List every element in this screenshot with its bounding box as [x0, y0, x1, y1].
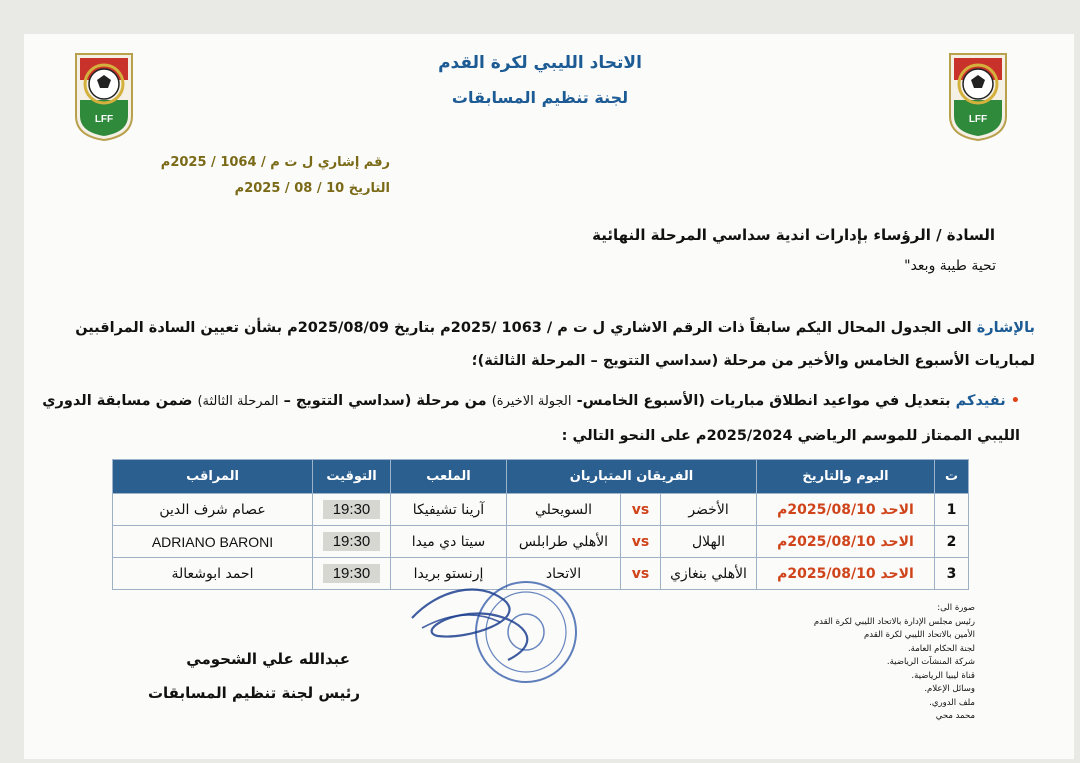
- signatory-title: رئيس لجنة تنظيم المسابقات: [147, 684, 360, 702]
- official-stamp: [408, 570, 588, 690]
- para2-b: الجولة الاخيرة): [491, 394, 572, 409]
- paragraph-reference: [40, 312, 1035, 378]
- row-time: [313, 494, 391, 526]
- row-vs: vs: [621, 494, 661, 526]
- row-time-value: 19:30: [323, 500, 381, 519]
- cc-item: قناة ليبيا الرياضية.: [911, 670, 975, 681]
- header-teams: الفريقان المتباريان: [507, 460, 757, 494]
- header-num: ت: [935, 460, 969, 494]
- row-home-team: الهلال: [661, 526, 757, 558]
- row-vs: vs: [621, 526, 661, 558]
- para2-c: من مرحلة (سداسي التتويج –: [283, 393, 487, 409]
- committee-title: لجنة تنظيم المسابقات: [451, 88, 629, 107]
- row-date: الاحد 2025/08/10م: [757, 494, 935, 526]
- addressee: السادة / الرؤساء بإدارات اندية سداسي المرحلة النهائية: [592, 226, 995, 244]
- row-vs: vs: [621, 558, 661, 590]
- lff-logo-left: [72, 50, 136, 142]
- header-time: التوقيت: [313, 460, 391, 494]
- row-date: الاحد 2025/08/10م: [757, 558, 935, 590]
- row-stadium: إرنستو بريدا: [391, 558, 507, 590]
- para1-text: الى الجدول المحال اليكم سابقاً ذات الرقم الاشاري ل ت م / 1063 /2025م بتاريخ 2025/08/09م بشأن تعيين السادة المراقبين لمباريات الأسبوع الخامس والأخير من مرحلة (سداسي التتويج – المرحلة الثالثة)؛: [75, 320, 1035, 369]
- cc-item: لجنة الحكام العامة.: [907, 643, 975, 654]
- reference-number: رقم إشاري ل ت م / 1064 / 2025م: [160, 155, 390, 170]
- org-title: الاتحاد الليبي لكرة القدم: [438, 53, 642, 73]
- cc-item: وسائل الإعلام.: [924, 684, 975, 694]
- row-home-team: الأخضر: [661, 494, 757, 526]
- row-stadium: سيتا دي ميدا: [391, 526, 507, 558]
- row-away-team: السويحلي: [507, 494, 621, 526]
- row-time: [313, 558, 391, 590]
- cc-item: الأمين بالاتحاد الليبي لكرة القدم: [863, 630, 975, 640]
- row-away-team: الاتحاد: [507, 558, 621, 590]
- header-observer: المراقب: [113, 460, 313, 494]
- para2-lead: نفيدكم: [955, 393, 1006, 409]
- cc-item: شركة المنشآت الرياضية.: [886, 657, 975, 667]
- row-num: 1: [935, 494, 969, 526]
- row-stadium: آرينا تشيفيكا: [391, 494, 507, 526]
- row-time-value: 19:30: [323, 532, 381, 551]
- row-time: [313, 526, 391, 558]
- header-stadium: الملعب: [391, 460, 507, 494]
- reference-date: التاريخ 10 / 08 / 2025م: [234, 181, 390, 196]
- row-num: 3: [935, 558, 969, 590]
- table-row: [113, 494, 969, 526]
- para2-e: ضمن مسابقة الدوري الليبي الممتاز للموسم الرياضي 2025/2024م على النحو التالي :: [42, 393, 1020, 444]
- table-row: [113, 526, 969, 558]
- row-away-team: الأهلي طرابلس: [507, 526, 621, 558]
- row-home-team: الأهلي بنغازي: [661, 558, 757, 590]
- row-observer: احمد ابوشعالة: [113, 558, 313, 590]
- greeting: تحية طيبة وبعد": [904, 258, 996, 274]
- signatory-name: عبدالله علي الشحومي: [186, 650, 350, 668]
- table-header-row: [113, 460, 969, 494]
- lff-logo-right: [946, 50, 1010, 142]
- para2-d: المرحلة الثالثة): [197, 394, 279, 409]
- row-observer: عصام شرف الدين: [113, 494, 313, 526]
- svg-text:LFF: LFF: [968, 114, 988, 125]
- para1-lead: بالإشارة: [976, 320, 1035, 336]
- cc-list: [805, 602, 975, 724]
- para2-a: بتعديل في مواعيد انطلاق مباريات (الأسبوع الخامس-: [576, 393, 951, 409]
- row-time-value: 19:30: [323, 564, 381, 583]
- svg-text:LFF: LFF: [94, 114, 114, 125]
- cc-item: محمد محي: [935, 711, 975, 721]
- paragraph-notice: [40, 384, 1020, 453]
- bullet-icon: •: [1010, 393, 1020, 409]
- row-observer: ADRIANO BARONI: [113, 526, 313, 558]
- cc-item: رئيس مجلس الإدارة بالاتحاد الليبي لكرة القدم: [813, 616, 975, 627]
- cc-heading: صورة الى:: [937, 603, 975, 613]
- row-date: الاحد 2025/08/10م: [757, 526, 935, 558]
- row-num: 2: [935, 526, 969, 558]
- cc-item: ملف الدوري.: [929, 697, 975, 708]
- header-date: اليوم والتاريخ: [757, 460, 935, 494]
